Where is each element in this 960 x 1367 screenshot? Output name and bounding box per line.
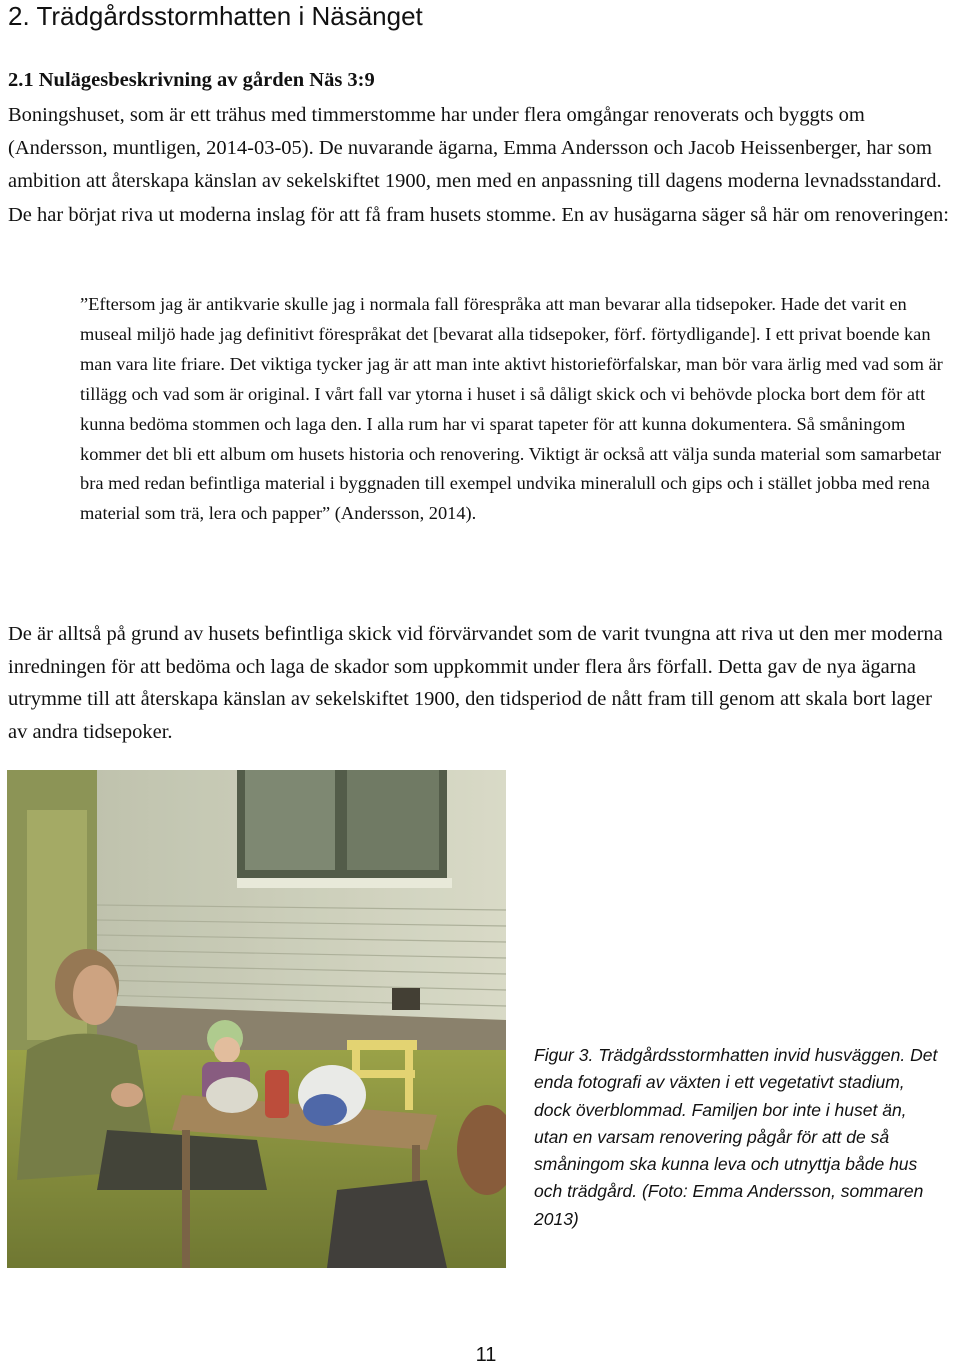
page-number: 11 — [475, 1344, 497, 1366]
conclusion-paragraph: De är alltså på grund av husets befintliga skick vid förvärvandet som de varit tvungna att riva ut den mer moderna inredningen för att bedöma och laga de skador som uppkommit under flera års förfall. Detta gav de nya ägarna utrymme till att återskapa känslan av sekelskiftet 1900, den tidsperiod de nått fram till genom att skala bort lager av andra tidsepoker. — [8, 623, 943, 743]
figure-caption: Figur 3. Trädgårdsstormhatten invid husväggen. Det enda fotografi av växten i ett vegetativt stadium, dock överblommad. Familjen bor inte i huset än, utan en varsam renovering pågår för att de så småningom ska kunna leva och utnyttja både hus och trädgård. (Foto: Emma Andersson, sommaren 2013) — [534, 1045, 938, 1229]
section-heading: 2. Trädgårdsstormhatten i Näsänget — [8, 1, 423, 31]
block-quote: ”Eftersom jag är antikvarie skulle jag i normala fall förespråka att man bevarar alla tidsepoker. Hade det varit en museal miljö hade jag definitivt förespråkat det [bevarat alla tidsepoker, förf. förtydligande]. I ett privat boende kan man vara lite friare. Det viktiga tycker jag är att man inte aktivt historieförfalskar, man bör vara ärlig med vad som är tillägg och vad som är original. I vårt fall var ytorna i huset i så dåligt skick och vi behövde plocka bort dem för att kunna bedöma stommen och laga den. I alla rum har vi sparat tapeter för att kunna dokumentera. Så småningom kommer det bli ett album om husets historia och renovering. Viktigt är också att välja sunda material som samarbetar bra med redan befintliga material i byggnaden till exempel undvika mineralull och gips och i stället jobba med rena material som trä, lera och papper” (Andersson, 2014). — [80, 294, 943, 524]
intro-paragraph: Boningshuset, som är ett trähus med timmerstomme har under flera omgångar renoverats och byggts om (Andersson, muntligen, 2014-03-05). De nuvarande ägarna, Emma Andersson och Jacob Heissenberger, har som ambition att återskapa känslan av sekelskiftet 1900, men med en anpassning till dagens moderna levnadsstandard. De har börjat riva ut moderna inslag för att få fram husets stomme. En av husägarna säger så här om renoveringen: — [8, 104, 949, 226]
subsection-heading: 2.1 Nulägesbeskrivning av gården Näs 3:9 — [8, 69, 375, 91]
figure-photo — [7, 770, 506, 1268]
